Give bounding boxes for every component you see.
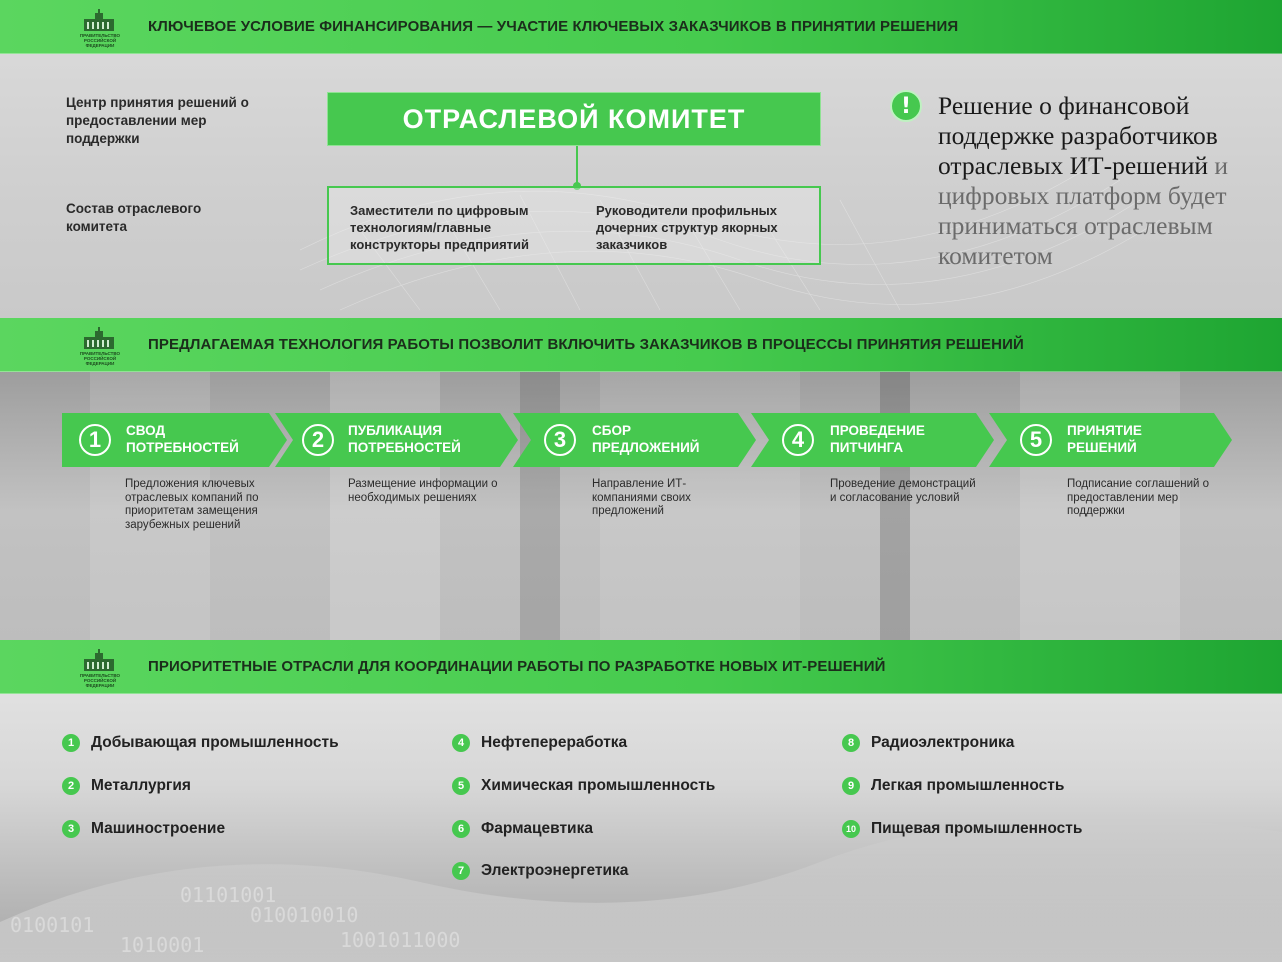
industry-number: 4 (452, 734, 470, 752)
step-description: Подписание соглашений о предоставлении мер поддержки (1067, 478, 1210, 517)
industry-name: Легкая промышленность (871, 777, 1065, 794)
logo-caption: ПРАВИТЕЛЬСТВО РОССИЙСКОЙ ФЕДЕРАЦИИ (79, 672, 121, 688)
process-step-3 (513, 413, 756, 467)
government-logo (64, 325, 144, 365)
decision-statement (938, 91, 1258, 271)
government-logo (64, 7, 144, 47)
section-title: ПРИОРИТЕТНЫЕ ОТРАСЛИ ДЛЯ КООРДИНАЦИИ РАБОТЫ ПО РАЗРАБОТКЕ НОВЫХ ИТ-РЕШЕНИЙ (148, 658, 886, 675)
industry-item (842, 820, 1082, 838)
member-deputies: Заместители по цифровым технологиям/главные конструкторы предприятий (350, 203, 530, 252)
decision-center-label: Центр принятия решений о предоставлении мер поддержки (66, 95, 249, 146)
industry-name: Химическая промышленность (481, 777, 716, 794)
industry-committee-box: ОТРАСЛЕВОЙ КОМИТЕТ (327, 92, 821, 146)
committee-composition-label: Состав отраслевого комитета (66, 201, 202, 234)
industry-number: 9 (842, 777, 860, 795)
industry-item (62, 777, 191, 795)
process-step-5 (989, 413, 1232, 467)
process-section (0, 318, 1282, 640)
industry-name: Электроэнергетика (481, 862, 629, 879)
step-description: Предложения ключевых отраслевых компаний по приоритетам замещения зарубежных решений (125, 478, 259, 531)
step-number: 3 (544, 424, 576, 456)
industry-item (452, 820, 593, 838)
section-header-bar (0, 0, 1282, 54)
industry-item (842, 734, 1014, 752)
industry-number: 2 (62, 777, 80, 795)
svg-text:1010001: 1010001 (120, 933, 205, 957)
step-description: Направление ИТ-компаниями своих предложений (592, 478, 691, 517)
section-title: КЛЮЧЕВОЕ УСЛОВИЕ ФИНАНСИРОВАНИЯ — УЧАСТИЕ КЛЮЧЕВЫХ ЗАКАЗЧИКОВ В ПРИНЯТИИ РЕШЕНИЯ (148, 18, 959, 35)
priority-industries-section (0, 640, 1282, 962)
industry-number: 5 (452, 777, 470, 795)
process-step-2 (275, 413, 518, 467)
industry-name: Добывающая промышленность (91, 734, 339, 751)
industry-number: 7 (452, 862, 470, 880)
step-title: СВОД ПОТРЕБНОСТЕЙ (126, 423, 239, 455)
step-title: ПУБЛИКАЦИЯ ПОТРЕБНОСТЕЙ (348, 423, 461, 455)
industry-number: 10 (842, 820, 860, 838)
step-title: СБОР ПРЕДЛОЖЕНИЙ (592, 423, 700, 455)
industry-name: Фармацевтика (481, 820, 593, 837)
industry-item (62, 820, 225, 838)
industry-name: Нефтепереработка (481, 734, 628, 751)
step-number: 5 (1020, 424, 1052, 456)
logo-caption: ПРАВИТЕЛЬСТВО РОССИЙСКОЙ ФЕДЕРАЦИИ (79, 350, 121, 366)
industry-item (842, 777, 1064, 795)
logo-caption: ПРАВИТЕЛЬСТВО РОССИЙСКОЙ ФЕДЕРАЦИИ (79, 32, 121, 48)
industry-number: 8 (842, 734, 860, 752)
industry-item (452, 734, 627, 752)
financing-condition-section (0, 0, 1282, 318)
industry-number: 6 (452, 820, 470, 838)
industry-item (452, 777, 715, 795)
exclamation-icon: ! (890, 90, 922, 122)
industry-name: Пищевая промышленность (871, 820, 1083, 837)
step-title: ПРОВЕДЕНИЕ ПИТЧИНГА (830, 423, 925, 455)
svg-text:010010010: 010010010 (250, 903, 359, 927)
step-title: ПРИНЯТИЕ РЕШЕНИЙ (1067, 423, 1142, 455)
industry-item (452, 862, 628, 880)
section-header-bar (0, 640, 1282, 694)
industry-name: Радиоэлектроника (871, 734, 1015, 751)
step-description: Проведение демонстраций и согласование условий (830, 478, 976, 504)
industry-name: Металлургия (91, 777, 191, 794)
process-step-1 (62, 413, 287, 467)
process-step-4 (751, 413, 994, 467)
industry-item (62, 734, 339, 752)
step-description: Размещение информации о необходимых решениях (348, 478, 498, 504)
section-header-bar (0, 318, 1282, 372)
svg-text:1001011000: 1001011000 (340, 928, 461, 952)
decision-text-emphasis: Решение о финансовой поддержке разработчиков отраслевых ИТ-решений (938, 91, 1218, 180)
government-logo (64, 647, 144, 687)
industry-number: 1 (62, 734, 80, 752)
connector-line (576, 146, 578, 186)
section-title: ПРЕДЛАГАЕМАЯ ТЕХНОЛОГИЯ РАБОТЫ ПОЗВОЛИТ ВКЛЮЧИТЬ ЗАКАЗЧИКОВ В ПРОЦЕССЫ ПРИНЯТИЯ РЕШЕНИЙ (148, 336, 1024, 353)
industry-number: 3 (62, 820, 80, 838)
svg-text:0100101: 0100101 (10, 913, 95, 937)
step-number: 4 (782, 424, 814, 456)
svg-text:01101001: 01101001 (180, 883, 277, 907)
step-number: 2 (302, 424, 334, 456)
binary-wave-background (0, 772, 1282, 962)
decision-text-regular: и цифровых платформ будет приниматься отраслевым комитетом (938, 151, 1229, 270)
member-heads: Руководители профильных дочерних структур якорных заказчиков (596, 203, 778, 252)
step-number: 1 (79, 424, 111, 456)
industry-name: Машиностроение (91, 820, 226, 837)
committee-members-box (327, 186, 821, 265)
